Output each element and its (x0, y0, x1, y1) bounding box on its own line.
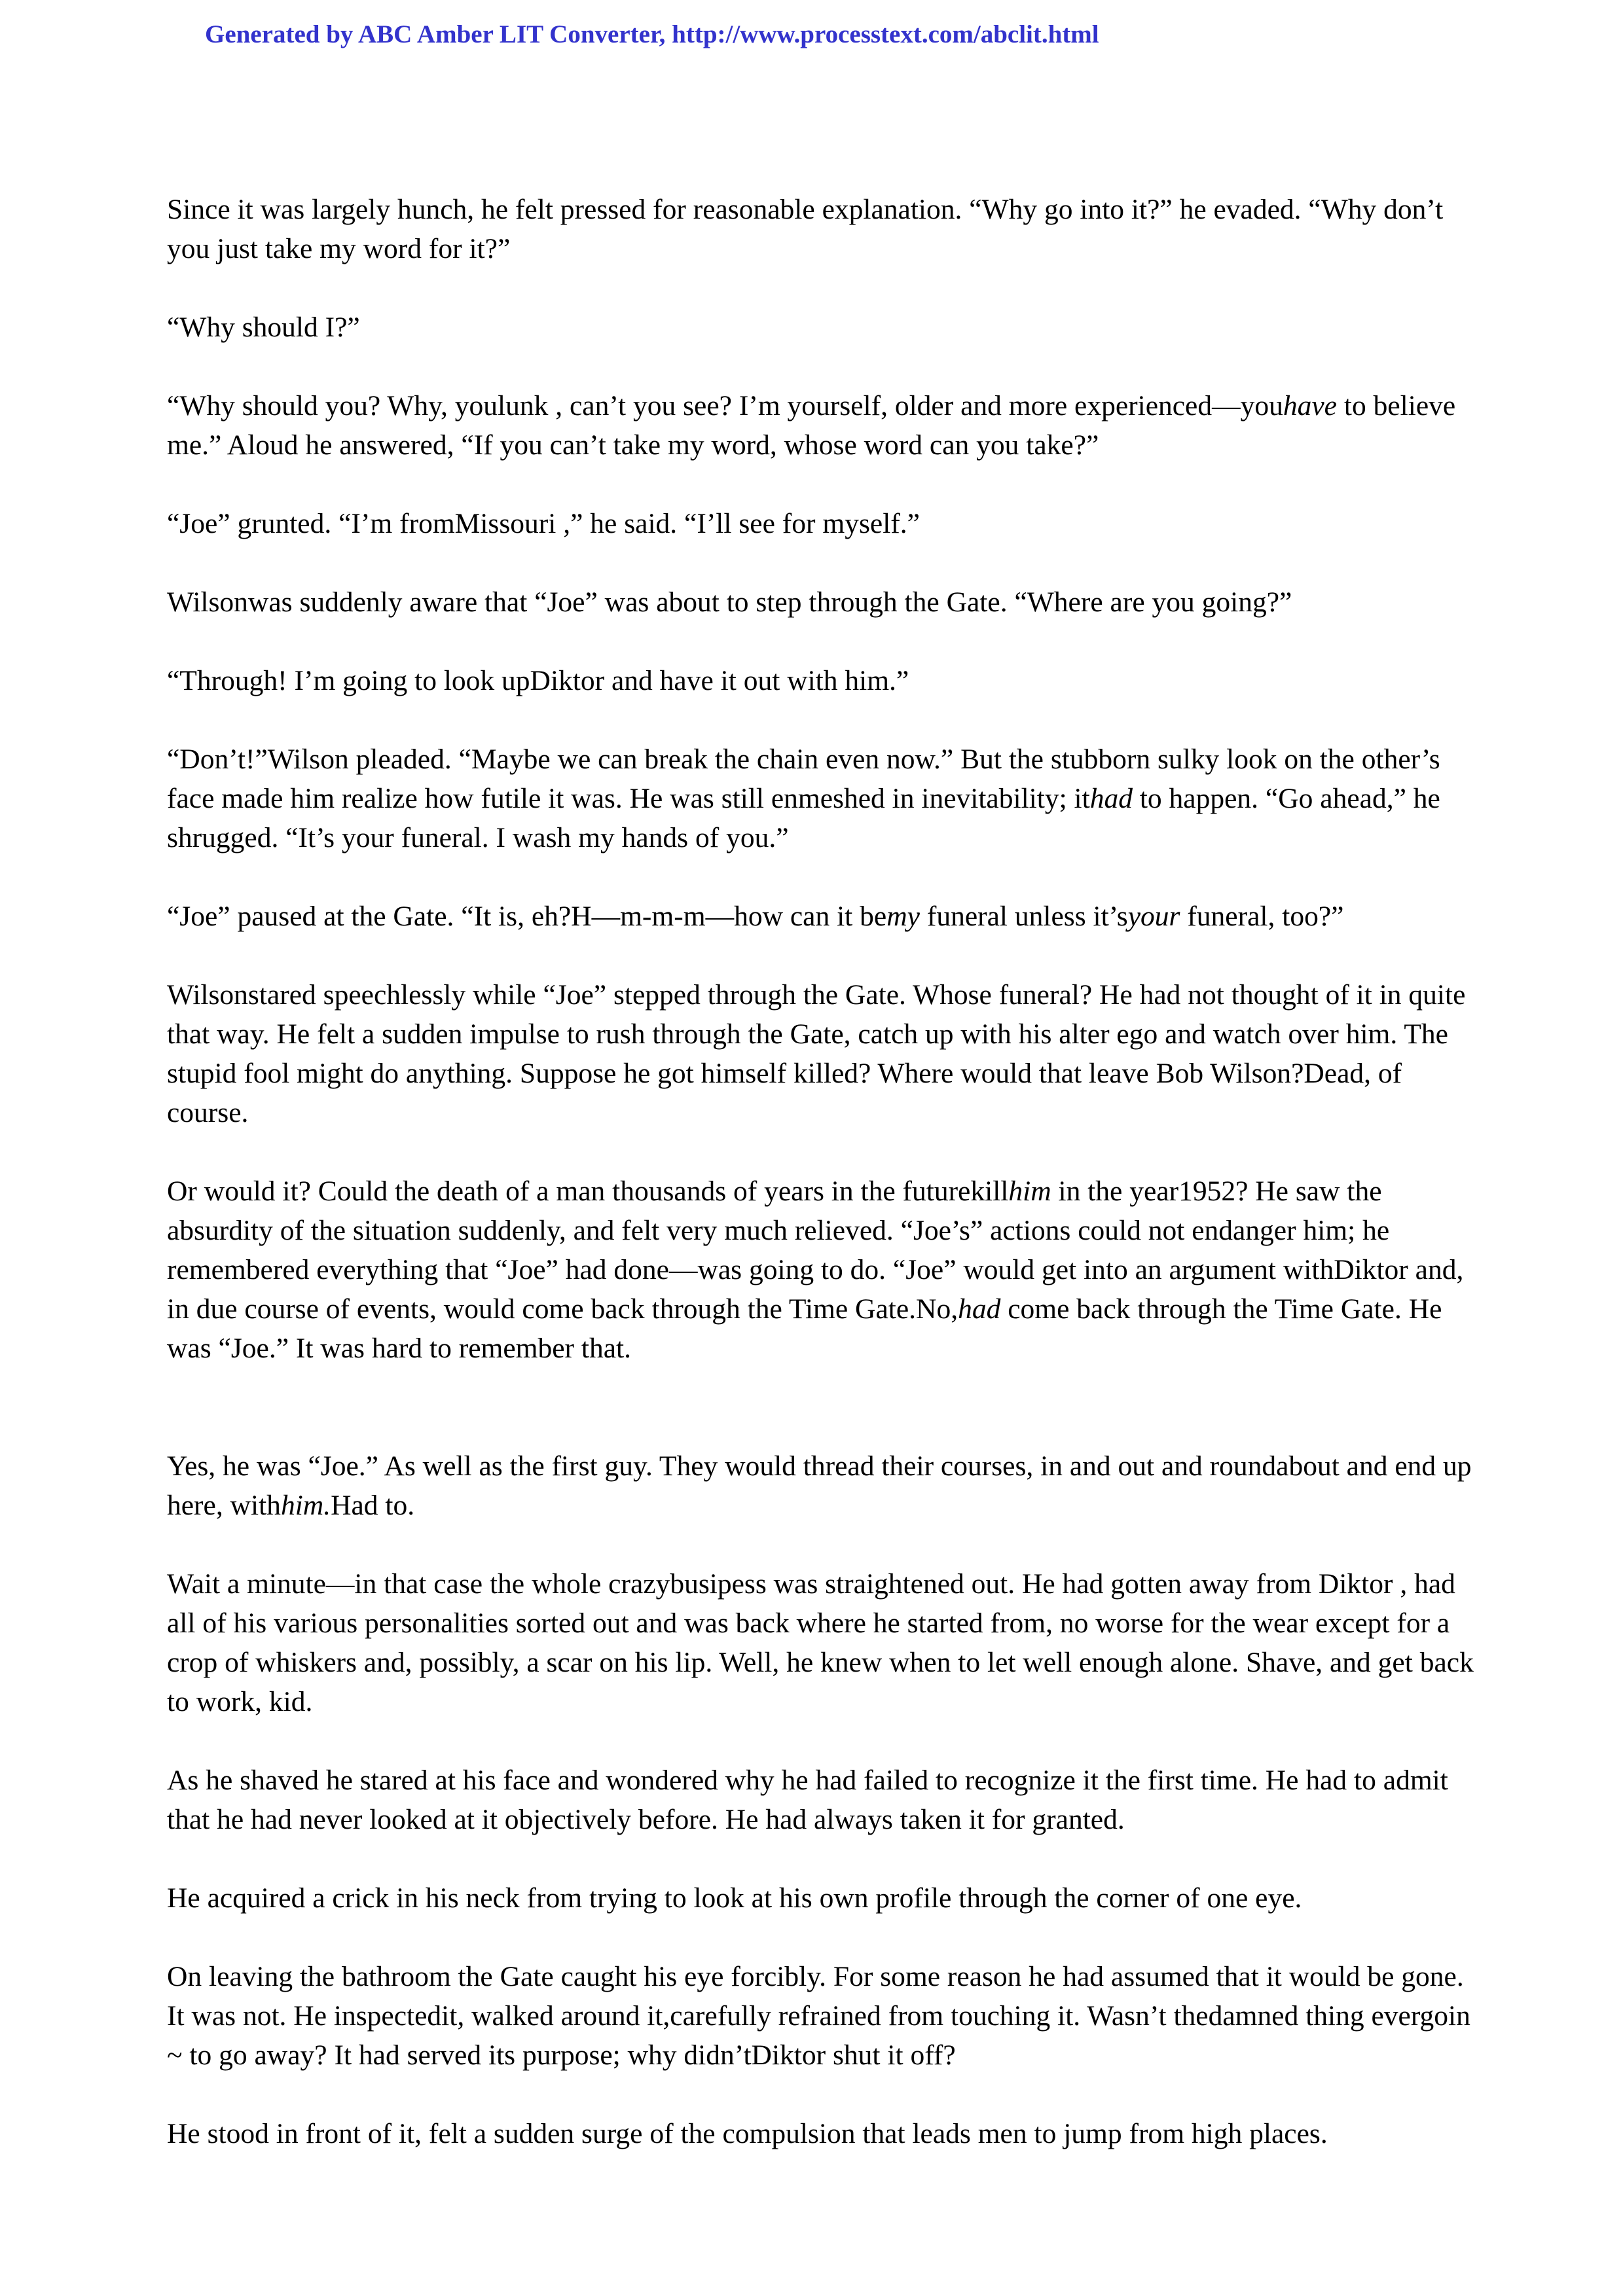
italic-run: my (886, 901, 920, 932)
converter-header: Generated by ABC Amber LIT Converter, http://www.processtext.com/abclit.html (205, 20, 1099, 48)
paragraph-13 (167, 1761, 1476, 1839)
paragraph-9 (167, 975, 1476, 1132)
paragraph-1 (167, 190, 1476, 268)
paragraph-8 (167, 897, 1476, 936)
text-run: funeral, too?” (1180, 901, 1344, 932)
text-run: “Why should you? Why, youlunk , can’t you see? I’m yourself, older and more experienced—you (167, 390, 1283, 422)
paragraph-14 (167, 1878, 1476, 1918)
text-run: Had to. (331, 1490, 415, 1521)
text-run: He acquired a crick in his neck from trying to look at his own profile through the corner of one eye. (167, 1882, 1302, 1914)
text-run: On leaving the bathroom the Gate caught his eye forcibly. For some reason he had assumed that it would be gone. It was not. He inspectedit, walked around it,carefully refrained from touching it. Wasn’t thedamned thing evergoin ~ to go away? It had served its purpose; why didn’tDiktor shut it off? (167, 1961, 1470, 2071)
text-run: “Joe” paused at the Gate. “It is, eh?H—m-m-m—how can it be (167, 901, 887, 932)
text-run: As he shaved he stared at his face and wondered why he had failed to recognize it the first time. He had to admit that he had never looked at it objectively before. He had always taken it for granted. (167, 1765, 1448, 1835)
paragraph-5 (167, 583, 1476, 622)
paragraph-3 (167, 386, 1476, 465)
italic-run: have (1283, 390, 1337, 422)
text-run: in the year1952? He saw the absurdity of the situation suddenly, and felt very much relieved. “Joe’s” actions could not endanger him; he remembered everything that “Joe” had done—was going to do. “Joe” would get into an argument withDiktor and, in due course of events, would come back through the Time Gate.No, (167, 1175, 1464, 1325)
paragraph-4 (167, 504, 1476, 543)
text-run: to happen. “Go ahead,” he shrugged. “It’s your funeral. I wash my hands of you.” (167, 783, 1440, 853)
text-run: “Don’t!”Wilson pleaded. “Maybe we can break the chain even now.” But the stubborn sulky look on the other’s face made him realize how futile it was. He was still enmeshed in inevitability; it (167, 744, 1440, 814)
text-run: “Through! I’m going to look upDiktor and have it out with him.” (167, 665, 909, 696)
paragraph-7 (167, 740, 1476, 857)
text-run: Wait a minute—in that case the whole crazybusipess was straightened out. He had gotten away from Diktor , had all of his various personalities sorted out and was back where he started from, no worse for the wear except for a crop of whiskers and, possibly, a scar on his lip. Well, he knew when to let well enough alone. Shave, and get back to work, kid. (167, 1568, 1474, 1717)
text-run: to believe me.” Aloud he answered, “If you can’t take my word, whose word can you take?” (167, 390, 1456, 461)
text-run: Since it was largely hunch, he felt pressed for reasonable explanation. “Why go into it?” he evaded. “Why don’t you just take my word for it?” (167, 194, 1444, 264)
paragraph-2 (167, 308, 1476, 347)
italic-run: had (958, 1293, 1001, 1325)
paragraph-11 (167, 1446, 1476, 1525)
text-run: come back through the Time Gate. He was “Joe.” It was hard to remember that. (167, 1293, 1442, 1364)
text-run: He stood in front of it, felt a sudden surge of the compulsion that leads men to jump from high places. (167, 2118, 1328, 2149)
text-run: Yes, he was “Joe.” As well as the first guy. They would thread their courses, in and out and roundabout and end up here, with (167, 1450, 1472, 1521)
text-run: Wilsonwas suddenly aware that “Joe” was about to step through the Gate. “Where are you going?” (167, 586, 1292, 618)
paragraph-10 (167, 1172, 1476, 1368)
text-run: “Joe” grunted. “I’m fromMissouri ,” he said. “I’ll see for myself.” (167, 508, 920, 539)
paragraph-16 (167, 2114, 1476, 2153)
text-run: “Why should I?” (167, 312, 360, 343)
italic-run: had (1089, 783, 1133, 814)
italic-run: him. (280, 1490, 331, 1521)
text-run: funeral unless it’s (919, 901, 1128, 932)
paragraph-12 (167, 1564, 1476, 1721)
text-run: Or would it? Could the death of a man thousands of years in the futurekill (167, 1175, 1009, 1207)
paragraph-6 (167, 661, 1476, 700)
document-body (167, 190, 1476, 2193)
paragraph-15 (167, 1957, 1476, 2075)
italic-run: him (1008, 1175, 1051, 1207)
italic-run: your (1127, 901, 1180, 932)
text-run: Wilsonstared speechlessly while “Joe” stepped through the Gate. Whose funeral? He had not thought of it in quite that way. He felt a sudden impulse to rush through the Gate, catch up with his alter ego and watch over him. The stupid fool might do anything. Suppose he got himself killed? Where would that leave Bob Wilson?Dead, of course. (167, 979, 1466, 1128)
